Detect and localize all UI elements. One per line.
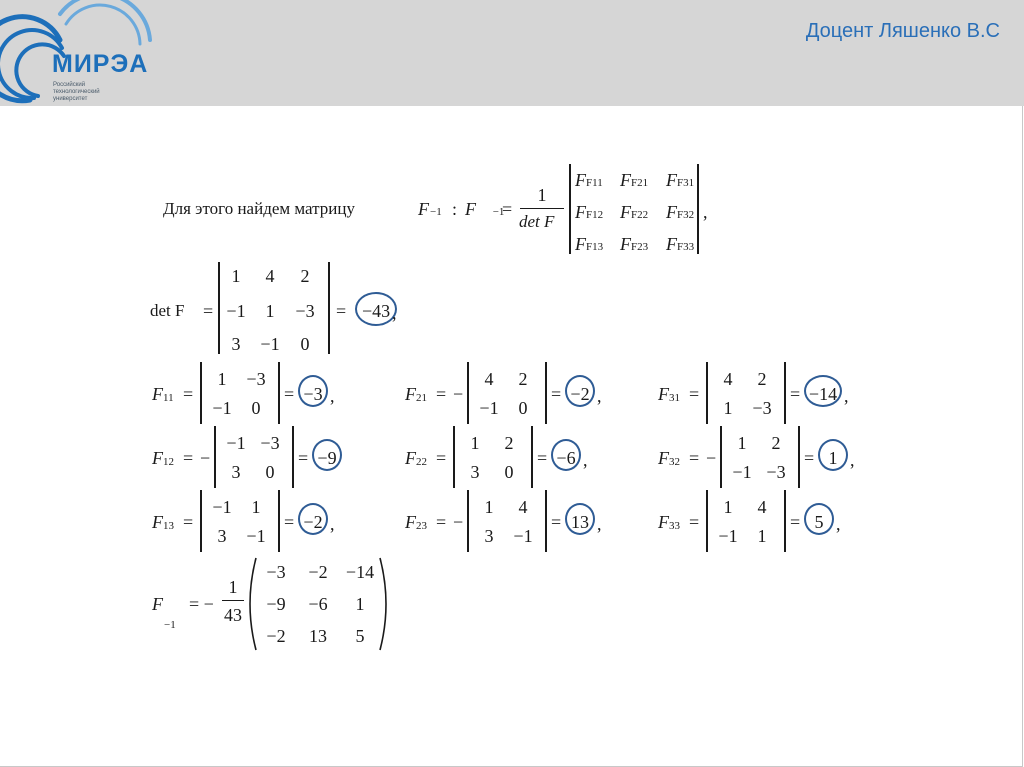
cofactor-matrix-cell: −3	[260, 433, 280, 453]
cofactor-label: F	[658, 512, 669, 532]
det-matrix-cell: 1	[231, 266, 241, 286]
cofactor-index: 12	[163, 456, 174, 468]
det-matrix-cell: −1	[260, 334, 280, 354]
cofactor-result: −14	[808, 384, 838, 404]
cofactor-matrix-cell: −1	[246, 526, 266, 546]
cofactor-comma: ,	[844, 386, 849, 406]
cofactor-eq: =	[436, 448, 447, 468]
cofactor-matrix-cell: 1	[251, 497, 261, 517]
intro-det-bar-right	[697, 164, 699, 254]
cofactor-bar-right	[278, 490, 280, 552]
cofactor-comma: ,	[597, 514, 602, 534]
cofactor-matrix-cell: 4	[757, 497, 767, 517]
cofactor-eq: =	[183, 448, 194, 468]
cofactor-matrix-cell: 0	[251, 398, 261, 418]
cofactor-matrix-cell: 4	[723, 369, 733, 389]
inverse-matrix-cell: 1	[355, 594, 365, 614]
intro-text: Для этого найдем матрицу	[163, 199, 355, 218]
intro-f2-sup: −1	[492, 206, 505, 218]
cofactor-result: −3	[303, 384, 323, 404]
cofactor-sign: −	[706, 448, 717, 468]
inverse-frac-line	[222, 600, 244, 601]
cofactor-matrix-cell: 2	[757, 369, 767, 389]
cofactor-matrix-cell: 3	[217, 526, 227, 546]
det-eq: =	[203, 301, 214, 321]
intro-frac-den: det F	[519, 212, 555, 231]
cofactor-matrix-cell: 1	[723, 398, 733, 418]
cofactor-matrix-cell: −1	[226, 433, 246, 453]
inverse-matrix-cell: 5	[355, 626, 365, 646]
inverse-matrix-cell: −14	[345, 562, 375, 582]
cofactor-index: 31	[669, 392, 680, 404]
intro-f: F	[418, 199, 429, 219]
cofactor-label: F	[152, 512, 163, 532]
intro-cofactor-entry: FF21	[620, 170, 649, 190]
cofactor-sign: −	[453, 512, 464, 532]
intro-cofactor-entry: FF23	[620, 234, 649, 254]
cofactor-matrix-cell: 1	[217, 369, 227, 389]
cofactor-matrix-cell: −3	[752, 398, 772, 418]
cofactor-matrix-cell: 1	[723, 497, 733, 517]
cofactor-bar-left	[453, 426, 455, 488]
cofactor-bar-left	[720, 426, 722, 488]
cofactor-eq: =	[689, 512, 700, 532]
cofactor-sign: −	[453, 384, 464, 404]
cofactor-eq: =	[689, 384, 700, 404]
cofactor-result: −2	[303, 512, 323, 532]
cofactor-eq2: =	[551, 384, 562, 404]
intro-eq: =	[502, 199, 513, 219]
author-name: Доцент Ляшенко В.С	[805, 20, 1000, 42]
cofactor-bar-left	[706, 490, 708, 552]
inverse-f-sup: −1	[164, 619, 176, 631]
intro-frac-num: 1	[537, 185, 547, 205]
cofactor-bar-left	[214, 426, 216, 488]
inverse-matrix-cell: −9	[266, 594, 286, 614]
cofactor-index: 22	[416, 456, 427, 468]
cofactor-eq2: =	[790, 512, 801, 532]
det-label: det F	[150, 301, 185, 320]
cofactor-matrix-cell: 1	[484, 497, 494, 517]
intro-cofactor-entry: FF32	[666, 202, 695, 222]
cofactor-bar-left	[467, 362, 469, 424]
cofactor-matrix-cell: 2	[771, 433, 781, 453]
cofactor-bar-left	[200, 362, 202, 424]
cofactor-eq2: =	[298, 448, 309, 468]
intro-det-bar-left	[569, 164, 571, 254]
cofactor-matrix-cell: 3	[484, 526, 494, 546]
cofactor-bar-right	[545, 362, 547, 424]
det-eq2: =	[336, 301, 347, 321]
slide-header	[0, 0, 1024, 106]
cofactor-matrix-cell: 1	[470, 433, 480, 453]
cofactor-result: 1	[828, 448, 838, 468]
cofactor-matrix-cell: 2	[518, 369, 528, 389]
intro-comma: ,	[703, 202, 708, 222]
cofactor-result: 5	[814, 512, 824, 532]
cofactor-label: F	[152, 448, 163, 468]
cofactor-eq: =	[436, 384, 447, 404]
det-matrix-cell: 3	[231, 334, 241, 354]
cofactor-label: F	[405, 448, 416, 468]
cofactor-comma: ,	[836, 514, 841, 534]
cofactor-index: 11	[163, 392, 174, 404]
cofactor-eq2: =	[284, 384, 295, 404]
inverse-matrix-cell: −2	[266, 626, 286, 646]
cofactor-index: 13	[163, 520, 174, 532]
cofactor-comma: ,	[850, 450, 855, 470]
cofactor-matrix-cell: 1	[757, 526, 767, 546]
cofactor-matrix-cell: −1	[212, 398, 232, 418]
cofactor-eq: =	[183, 384, 194, 404]
cofactor-result: −6	[556, 448, 576, 468]
cofactor-matrix-cell: −3	[246, 369, 266, 389]
det-matrix-cell: 1	[265, 301, 275, 321]
cofactor-eq2: =	[284, 512, 295, 532]
cofactor-index: 33	[669, 520, 680, 532]
cofactor-index: 32	[669, 456, 680, 468]
cofactor-matrix-cell: −3	[766, 462, 786, 482]
cofactor-bar-right	[292, 426, 294, 488]
inverse-matrix-cell: −6	[308, 594, 328, 614]
intro-cofactor-entry: FF22	[620, 202, 649, 222]
cofactor-eq: =	[436, 512, 447, 532]
cofactor-label: F	[152, 384, 163, 404]
intro-colon: :	[452, 199, 458, 219]
cofactor-comma: ,	[330, 514, 335, 534]
inverse-f: F	[152, 594, 163, 614]
cofactor-matrix-cell: −1	[718, 526, 738, 546]
cofactor-bar-left	[467, 490, 469, 552]
cofactor-matrix-cell: 4	[484, 369, 494, 389]
cofactor-bar-right	[784, 362, 786, 424]
inverse-matrix-cell: 13	[309, 626, 327, 646]
inverse-matrix-cell: −2	[308, 562, 328, 582]
intro-formula: Для этого найдем матрицу F $_{-1}$ : F $_{-1}$ = 1 det F FF11 FF12 FF13 FF21 FF31 FF22 FF32 FF23 FF33 ,	[0, 0, 1024, 18]
cofactor-eq2: =	[537, 448, 548, 468]
det-matrix-cell: 2	[300, 266, 310, 286]
det-bar-right	[328, 262, 330, 354]
intro-cofactor-entry: FF33	[666, 234, 695, 254]
cofactor-eq: =	[689, 448, 700, 468]
det-result: −43	[362, 301, 391, 321]
cofactor-matrix-cell: 3	[231, 462, 241, 482]
cofactor-comma: ,	[330, 386, 335, 406]
cofactor-bar-right	[784, 490, 786, 552]
cofactor-matrix-cell: 1	[737, 433, 747, 453]
cofactor-comma: ,	[583, 450, 588, 470]
det-bar-left	[218, 262, 220, 354]
cofactor-bar-right	[798, 426, 800, 488]
cofactor-result: −9	[317, 448, 337, 468]
cofactor-matrix-cell: −1	[212, 497, 232, 517]
cofactor-bar-left	[706, 362, 708, 424]
cofactor-result: −2	[570, 384, 590, 404]
det-comma: ,	[392, 303, 397, 323]
cofactor-matrix-cell: −1	[479, 398, 499, 418]
cofactor-label: F	[658, 384, 669, 404]
cofactor-matrix-cell: 3	[470, 462, 480, 482]
cofactor-index: 23	[416, 520, 427, 532]
cofactor-label: F	[658, 448, 669, 468]
intro-frac-line	[520, 208, 564, 209]
det-matrix-cell: −1	[226, 301, 246, 321]
cofactor-comma: ,	[597, 386, 602, 406]
cofactor-bar-right	[545, 490, 547, 552]
cofactor-label: F	[405, 512, 416, 532]
cofactor-matrix-cell: 4	[518, 497, 528, 517]
cofactor-sign: −	[200, 448, 211, 468]
mirea-logo	[0, 0, 190, 106]
cofactor-bar-right	[531, 426, 533, 488]
cofactor-label: F	[405, 384, 416, 404]
cofactor-eq: =	[183, 512, 194, 532]
logo-wordmark: МИРЭА	[52, 50, 149, 78]
inverse-frac-den: 43	[224, 605, 242, 625]
cofactor-index: 21	[416, 392, 427, 404]
cofactor-matrix-cell: −1	[732, 462, 752, 482]
inverse-eq: = −	[189, 594, 214, 614]
cofactor-eq2: =	[551, 512, 562, 532]
det-matrix-cell: 0	[300, 334, 310, 354]
cofactor-bar-left	[200, 490, 202, 552]
intro-cofactor-entry: FF31	[666, 170, 695, 190]
det-matrix-cell: −3	[295, 301, 315, 321]
intro-f2: F	[465, 199, 476, 219]
inverse-frac-num: 1	[228, 577, 238, 597]
det-matrix-cell: 4	[265, 266, 275, 286]
cofactor-matrix-cell: −1	[513, 526, 533, 546]
cofactor-matrix-cell: 0	[518, 398, 528, 418]
cofactor-eq2: =	[804, 448, 815, 468]
cofactor-matrix-cell: 0	[265, 462, 275, 482]
cofactor-matrix-cell: 0	[504, 462, 514, 482]
logo-subtitle: Российский технологический университет	[53, 82, 100, 102]
cofactor-eq2: =	[790, 384, 801, 404]
inverse-matrix-cell: −3	[266, 562, 286, 582]
intro-f-sup: −1	[430, 206, 442, 218]
cofactor-result: 13	[571, 512, 589, 532]
cofactor-bar-right	[278, 362, 280, 424]
cofactor-matrix-cell: 2	[504, 433, 514, 453]
